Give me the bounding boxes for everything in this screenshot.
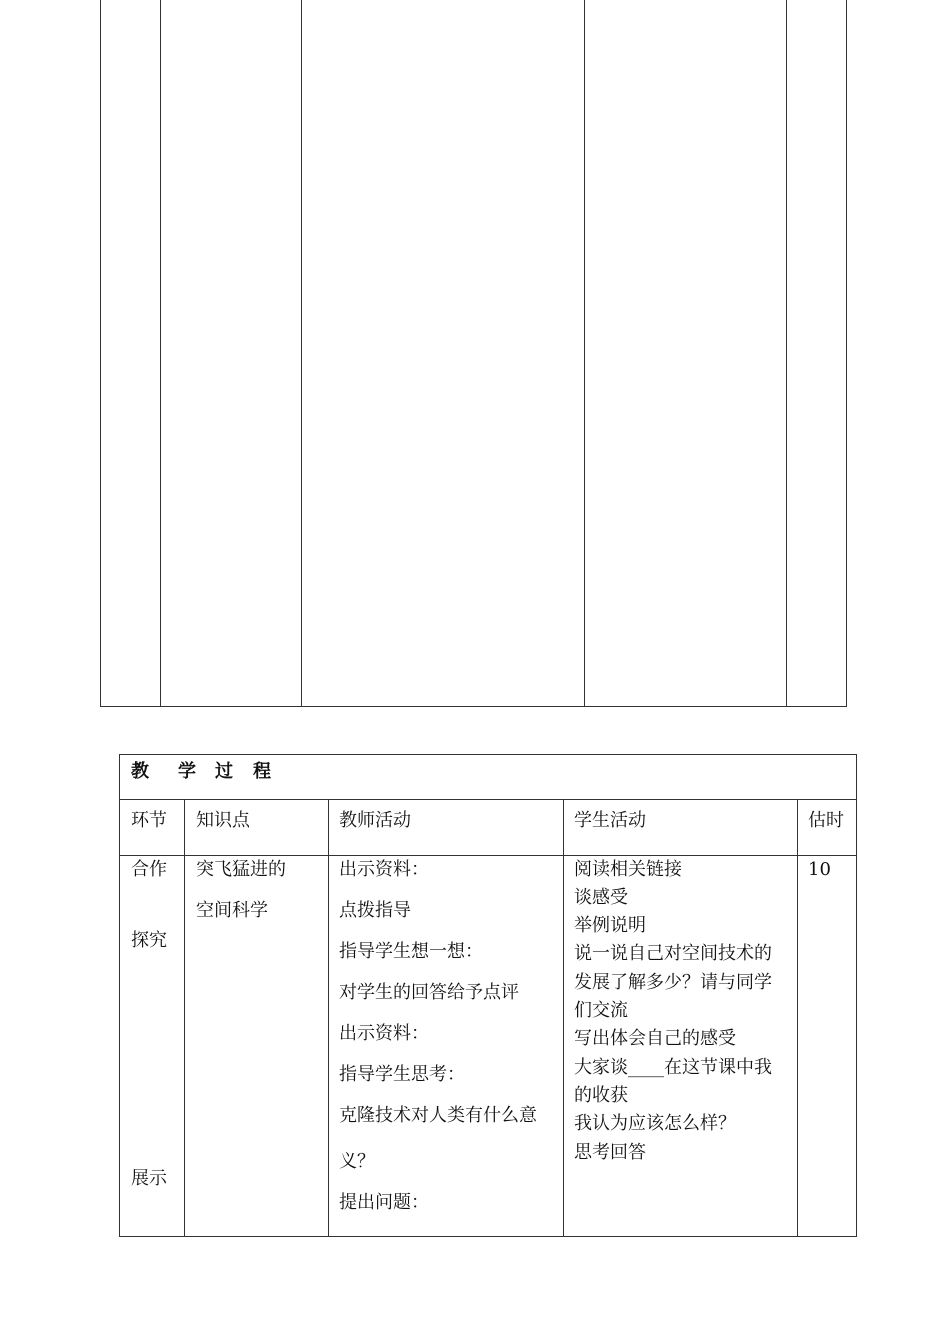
student-activity-line: 大家谈____在这节课中我 (574, 1057, 772, 1078)
header-knowledge: 知识点 (196, 810, 250, 831)
column-divider (563, 799, 564, 1236)
section-title-char: 学 (178, 761, 196, 782)
student-activity-line: 写出体会自己的感受 (574, 1028, 736, 1049)
teacher-activity-line: 义？ (339, 1151, 375, 1172)
student-activity-line: 我认为应该怎么样？ (574, 1113, 736, 1134)
column-divider (584, 0, 585, 706)
teacher-activity-line: 指导学生思考： (339, 1064, 465, 1085)
column-divider (160, 0, 161, 706)
header-time: 估时 (808, 810, 844, 831)
teacher-activity-line: 点拨指导 (339, 900, 411, 921)
student-activity-line: 们交流 (574, 1000, 628, 1021)
stage-label: 合作 (131, 859, 167, 880)
teacher-activity-line: 提出问题： (339, 1192, 429, 1213)
column-divider (301, 0, 302, 706)
student-activity-line: 谈感受 (574, 887, 628, 908)
student-activity-line: 思考回答 (574, 1142, 646, 1163)
header-teacher: 教师活动 (339, 810, 411, 831)
teacher-activity-line: 指导学生想一想： (339, 941, 483, 962)
section-title-char: 教 (131, 761, 149, 782)
student-activity-line: 举例说明 (574, 915, 646, 936)
stage-label: 展示 (131, 1168, 167, 1189)
teaching-process-table (119, 754, 857, 1237)
previous-table-fragment (100, 0, 847, 707)
student-activity-line: 发展了解多少？请与同学 (574, 972, 772, 993)
header-student: 学生活动 (574, 810, 646, 831)
time-estimate: 10 (808, 859, 831, 880)
section-title-char: 过 (215, 761, 233, 782)
knowledge-line: 突飞猛进的 (196, 859, 286, 880)
column-divider (797, 799, 798, 1236)
header-stage: 环节 (131, 810, 167, 831)
student-activity-line: 阅读相关链接 (574, 859, 682, 880)
row-divider (120, 799, 856, 800)
column-divider (184, 799, 185, 1236)
column-divider (786, 0, 787, 706)
student-activity-line: 说一说自己对空间技术的 (574, 943, 772, 964)
column-divider (328, 799, 329, 1236)
teacher-activity-line: 出示资料： (339, 1023, 429, 1044)
row-divider (120, 855, 856, 856)
stage-label: 探究 (131, 930, 167, 951)
knowledge-line: 空间科学 (196, 900, 268, 921)
section-title-char: 程 (253, 761, 271, 782)
teacher-activity-line: 克隆技术对人类有什么意 (339, 1105, 537, 1126)
student-activity-line: 的收获 (574, 1085, 628, 1106)
teacher-activity-line: 出示资料： (339, 859, 429, 880)
teacher-activity-line: 对学生的回答给予点评 (339, 982, 519, 1003)
